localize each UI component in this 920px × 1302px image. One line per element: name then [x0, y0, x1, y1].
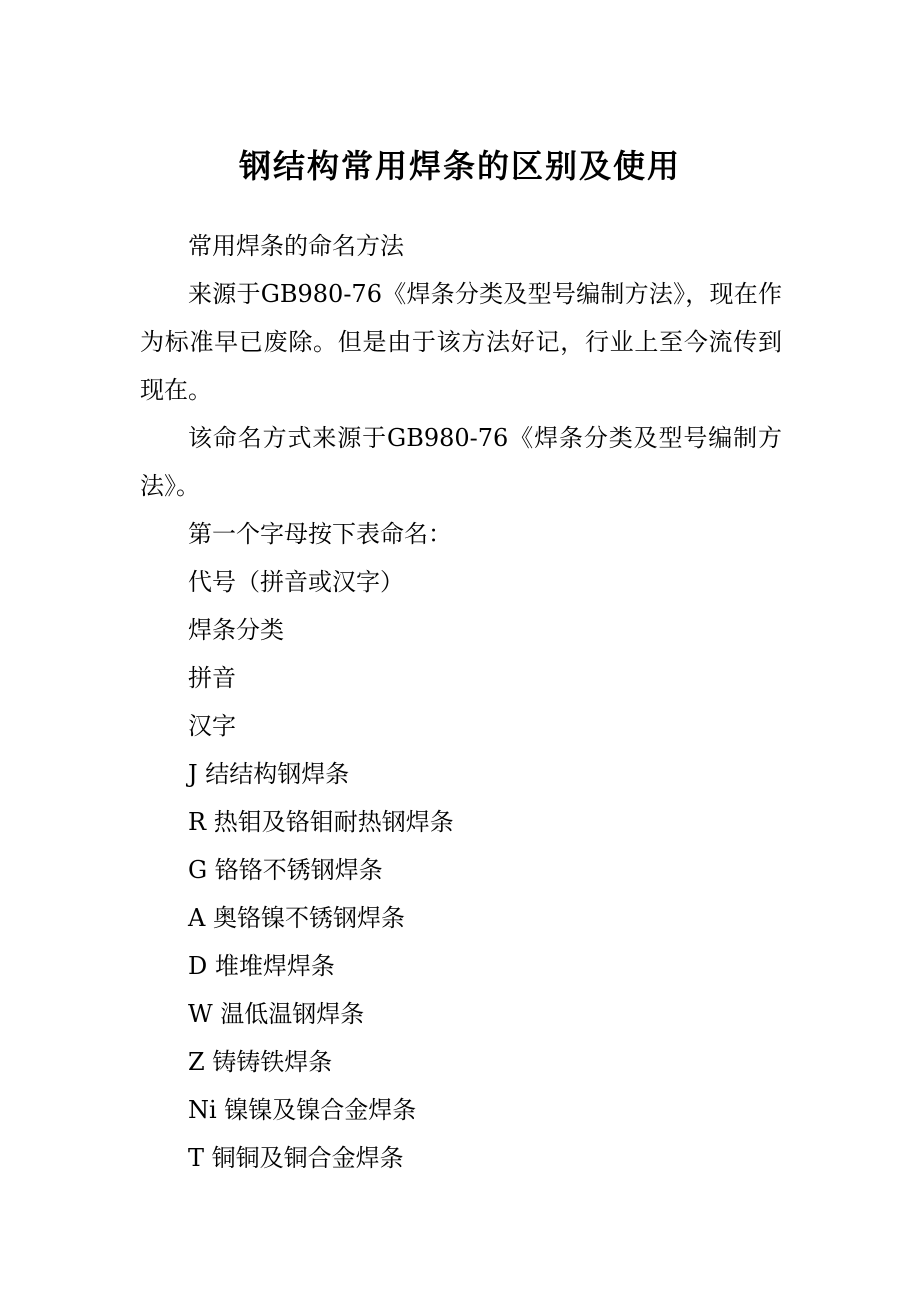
list-item: W 温低温钢焊条 [188, 1000, 365, 1028]
paragraph: 汉字 [188, 712, 236, 740]
list-item: Z 铸铸铁焊条 [188, 1048, 333, 1076]
list-item: T 铜铜及铜合金焊条 [188, 1144, 404, 1172]
paragraph: 该命名方式来源于GB980-76《焊条分类及型号编制方法》。 [140, 424, 782, 500]
list-item: J 结结构钢焊条 [188, 760, 350, 788]
document-title: 钢结构常用焊条的区别及使用 [238, 147, 681, 185]
paragraph: 来源于GB980-76《焊条分类及型号编制方法》，现在作为标准早已废除。但是由于该方法好记，行业上至今流传到现在。 [140, 280, 782, 404]
list-item: D 堆堆焊焊条 [188, 952, 335, 980]
paragraph: 焊条分类 [188, 616, 284, 644]
paragraph: 代号（拼音或汉字） [188, 568, 404, 596]
list-item: Ni 镍镍及镍合金焊条 [188, 1096, 417, 1124]
paragraph: 拼音 [188, 664, 236, 692]
list-item: A 奥铬镍不锈钢焊条 [188, 904, 405, 932]
paragraph: 第一个字母按下表命名： [188, 520, 452, 548]
document-body [140, 222, 782, 1182]
list-item: G 铬铬不锈钢焊条 [188, 856, 383, 884]
paragraph: 常用焊条的命名方法 [188, 232, 404, 260]
list-item: R 热钼及铬钼耐热钢焊条 [188, 808, 454, 836]
